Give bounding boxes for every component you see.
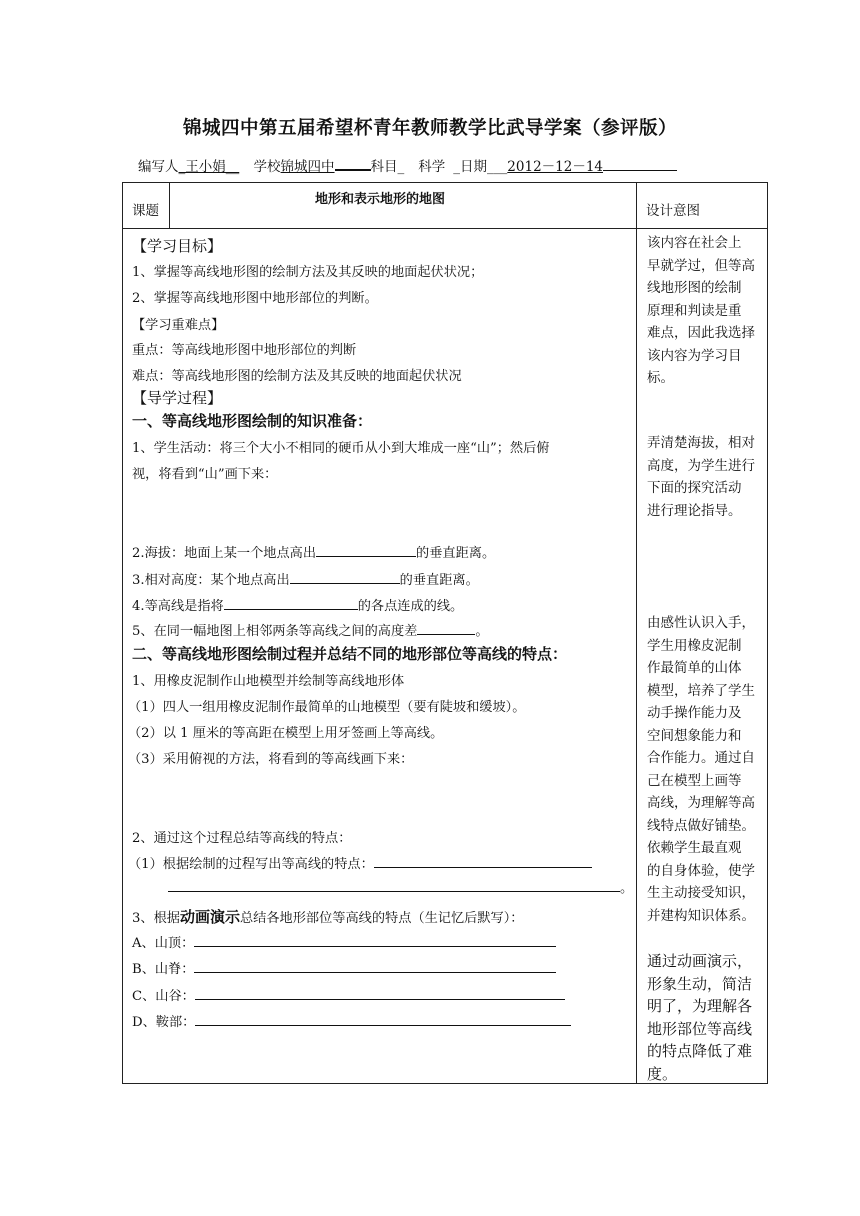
note3-line: 线特点做好铺垫。 xyxy=(647,817,755,834)
answer-d-blank xyxy=(195,1011,571,1026)
design-note-2 xyxy=(647,432,763,522)
s2-item2-1-cont xyxy=(168,877,633,896)
date-value: 2012－12－14 xyxy=(507,159,604,175)
design-note-4 xyxy=(647,950,763,1085)
s2-item2: 2、通过这个过程总结等高线的特点： xyxy=(132,831,352,846)
note3-line: 空间想象能力和 xyxy=(647,727,742,744)
key-heading: 【学习重难点】 xyxy=(132,318,225,333)
author-label: 编写人 xyxy=(138,159,179,175)
s1-item3 xyxy=(132,569,479,588)
s2-item2-1-end: 。 xyxy=(620,881,634,896)
note4-line: 形象生动，简洁 xyxy=(647,974,753,993)
s1-item2-text: 2.海拔：地面上某一个地点高出 xyxy=(132,546,317,561)
note2-line: 进行理论指导。 xyxy=(647,502,742,519)
s1-item4-blank xyxy=(224,595,358,610)
note3-line: 学生用橡皮泥制 xyxy=(647,637,742,654)
col-divider-label xyxy=(169,183,170,228)
school-value: 锦城四中 xyxy=(280,159,335,175)
note1-line: 早就学过，但等高 xyxy=(647,257,755,274)
note1-line: 难点，因此我选择 xyxy=(647,325,755,341)
s1-item5 xyxy=(132,620,489,639)
subject-label: 科目_ xyxy=(370,159,405,175)
section-2-heading: 二、等高线地形图绘制过程并总结不同的地形部位等高线的特点： xyxy=(132,645,568,663)
date-label: _日期___ xyxy=(453,159,508,175)
note3-line: 生主动接受知识， xyxy=(647,885,755,901)
s2-item2-1-blank xyxy=(374,853,592,868)
note3-line: 己在模型上画等 xyxy=(647,772,742,789)
note3-line: 并建构知识体系。 xyxy=(647,907,755,924)
s1-item5-blank xyxy=(417,620,475,635)
note4-line: 明了，为理解各 xyxy=(647,997,753,1015)
s1-item2-blank xyxy=(316,542,416,557)
s2-item3-post: 总结各地形部位等高线的特点（生记忆后默写）： xyxy=(239,911,524,926)
design-label: 设计意图 xyxy=(646,203,700,219)
note4-line: 的特点降低了难 xyxy=(647,1042,753,1060)
s2-item2-1 xyxy=(128,853,592,872)
note2-line: 高度，为学生进行 xyxy=(647,457,755,474)
answer-c-blank xyxy=(195,985,565,1000)
note1-line: 该内容在社会上 xyxy=(647,235,742,251)
s1-item2 xyxy=(132,542,495,561)
s1-item3-end: 的垂直距离。 xyxy=(399,573,479,588)
s2-item2-1-text: （1）根据绘制的过程写出等高线的特点： xyxy=(128,857,374,872)
answer-b xyxy=(132,958,556,977)
answer-d xyxy=(132,1011,571,1030)
key-1: 重点：等高线地形图中地形部位的判断 xyxy=(132,343,357,358)
school-blank xyxy=(335,155,371,171)
answer-a-blank xyxy=(194,932,556,947)
answer-b-blank xyxy=(194,958,556,973)
school-label: 学校 xyxy=(253,159,281,175)
header-divider xyxy=(123,228,767,229)
process-heading: 【导学过程】 xyxy=(132,389,223,407)
note4-line: 地形部位等高线 xyxy=(647,1019,753,1038)
topic-title: 地形和表示地形的地图 xyxy=(315,192,446,207)
note2-line: 弄清楚海拔，相对 xyxy=(647,435,755,451)
note3-line: 高线，为理解等高 xyxy=(647,795,755,811)
s1-item4 xyxy=(132,595,463,614)
note3-line: 模型，培养了学生 xyxy=(647,682,755,699)
note3-line: 动手操作能力及 xyxy=(647,705,742,721)
key-2: 难点：等高线地形图的绘制方法及其反映的地面起伏状况 xyxy=(132,369,462,384)
author-value: _王小娟__ xyxy=(178,159,240,175)
s2-item1-1: （1）四人一组用橡皮泥制作最简单的山地模型（要有陡坡和缓坡）。 xyxy=(128,700,526,715)
note3-line: 合作能力。通过自 xyxy=(647,750,755,766)
info-line xyxy=(138,155,677,175)
section-1-heading: 一、等高线地形图绘制的知识准备： xyxy=(132,412,373,430)
s1-item5-text: 5、在同一幅地图上相邻两条等高线之间的高度差 xyxy=(132,624,418,639)
design-note-1 xyxy=(647,232,763,390)
note4-line: 度。 xyxy=(647,1064,678,1083)
note1-line: 原理和判读是重 xyxy=(647,302,742,319)
answer-c xyxy=(132,985,565,1004)
s1-item1-line1: 1、学生活动：将三个大小不相同的硬币从小到大堆成一座“山”；然后俯 xyxy=(132,441,550,456)
note3-line: 依赖学生最直观 xyxy=(647,840,742,856)
col-divider-design xyxy=(636,183,637,1083)
s2-item2-1-blank2 xyxy=(168,877,620,892)
date-blank xyxy=(603,156,677,171)
s2-item3-emph: 动画演示 xyxy=(179,908,240,926)
goal-heading: 【学习目标】 xyxy=(132,237,223,255)
s2-item3 xyxy=(132,906,524,927)
s1-item3-blank xyxy=(290,569,400,584)
design-note-3 xyxy=(647,612,763,927)
note1-line: 标。 xyxy=(647,370,674,386)
note2-line: 下面的探究活动 xyxy=(647,480,742,496)
note4-line: 通过动画演示， xyxy=(647,952,753,970)
answer-a xyxy=(132,932,556,951)
s2-item1-3: （3）采用俯视的方法，将看到的等高线画下来： xyxy=(128,752,414,767)
note3-line: 的自身体验，使学 xyxy=(647,862,755,879)
s2-item1-2: （2）以 1 厘米的等高距在模型上用牙签画上等高线。 xyxy=(128,726,444,741)
answer-b-label: B、山脊： xyxy=(132,962,195,977)
s1-item4-end: 的各点连成的线。 xyxy=(357,599,464,614)
s1-item5-end: 。 xyxy=(475,624,489,639)
goal-2: 2、掌握等高线地形图中地形部位的判断。 xyxy=(132,291,378,306)
s2-item3-pre: 3、根据 xyxy=(132,911,180,926)
topic-label: 课题 xyxy=(132,203,159,219)
note3-line: 由感性认识入手， xyxy=(647,615,755,631)
answer-a-label: A、山顶： xyxy=(132,936,195,951)
answer-c-label: C、山谷： xyxy=(132,989,195,1004)
goal-1: 1、掌握等高线地形图的绘制方法及其反映的地面起伏状况； xyxy=(132,265,484,280)
answer-d-label: D、鞍部： xyxy=(132,1015,196,1030)
s1-item1-line2: 视，将看到“山”画下来： xyxy=(132,467,278,482)
s1-item4-text: 4.等高线是指将 xyxy=(132,599,224,614)
subject-value: 科学 xyxy=(418,159,446,175)
s1-item3-text: 3.相对高度：某个地点高出 xyxy=(132,573,290,588)
page-title: 锦城四中第五届希望杯青年教师教学比武导学案（参评版） xyxy=(182,118,677,139)
note3-line: 作最简单的山体 xyxy=(647,660,742,676)
s1-item2-end: 的垂直距离。 xyxy=(416,546,496,561)
s2-item1: 1、用橡皮泥制作山地模型并绘制等高线地形体 xyxy=(132,674,405,689)
note1-line: 该内容为学习目 xyxy=(647,347,742,364)
note1-line: 线地形图的绘制 xyxy=(647,280,742,296)
